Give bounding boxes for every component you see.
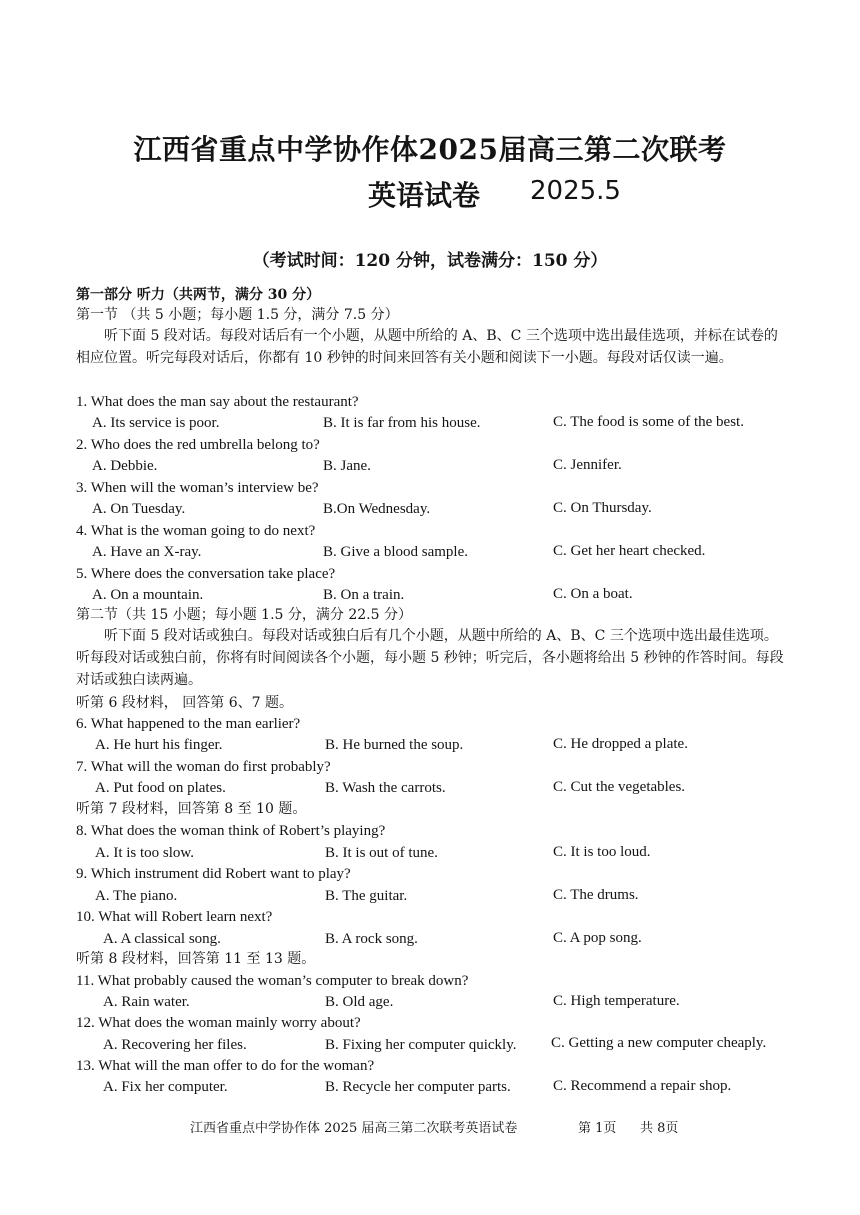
section1-heading: 第一节 （共 5 小题；每小题 1.5 分，满分 7.5 分）: [76, 307, 399, 323]
q9-option-c: C. The drums.: [553, 887, 639, 903]
question-1: 1. What does the man say about the restaurant?: [76, 394, 359, 410]
section1-instructions: 听下面 5 段对话。每段对话后有一个小题，从题中所给的 A、B、C 三个选项中选出最佳选项，并标在试卷的相应位置。听完每段对话后，你都有 10 秒钟的时间来回答有关小题和阅读下一小题。每段对话仅读一遍。: [76, 328, 778, 366]
question-8: 8. What does the woman think of Robert’s playing?: [76, 823, 386, 839]
q2-option-a: A. Debbie.: [92, 458, 158, 474]
q13-option-b: B. Recycle her computer parts.: [325, 1079, 511, 1095]
q3-option-c: C. On Thursday.: [553, 500, 652, 516]
q7-option-a: A. Put food on plates.: [95, 780, 226, 796]
q7-option-b: B. Wash the carrots.: [325, 780, 446, 796]
q5-option-a: A. On a mountain.: [92, 587, 204, 603]
q1-option-c: C. The food is some of the best.: [553, 414, 744, 430]
q12-option-b: B. Fixing her computer quickly.: [325, 1037, 517, 1053]
question-13: 13. What will the man offer to do for the woman?: [76, 1058, 375, 1074]
question-4: 4. What is the woman going to do next?: [76, 523, 316, 539]
q1-option-b: B. It is far from his house.: [323, 415, 481, 431]
q3-option-a: A. On Tuesday.: [92, 501, 186, 517]
q7-option-c: C. Cut the vegetables.: [553, 779, 686, 795]
q9-option-a: A. The piano.: [95, 888, 178, 904]
q13-option-c: C. Recommend a repair shop.: [553, 1078, 732, 1094]
question-3: 3. When will the woman’s interview be?: [76, 480, 319, 496]
q5-option-c: C. On a boat.: [553, 586, 633, 602]
q11-option-c: C. High temperature.: [553, 993, 680, 1009]
q6-option-b: B. He burned the soup.: [325, 737, 464, 753]
question-11: 11. What probably caused the woman’s computer to break down?: [76, 973, 469, 989]
q11-option-b: B. Old age.: [325, 994, 394, 1010]
question-12: 12. What does the woman mainly worry about?: [76, 1015, 361, 1031]
q11-option-a: A. Rain water.: [103, 994, 190, 1010]
q4-option-a: A. Have an X-ray.: [92, 544, 202, 560]
footer-total-pages: 共 8页: [640, 1121, 679, 1136]
part1-heading: 第一部分 听力（共两节，满分 30 分）: [76, 287, 321, 303]
q4-option-b: B. Give a blood sample.: [323, 544, 468, 560]
q5-option-b: B. On a train.: [323, 587, 405, 603]
q10-option-b: B. A rock song.: [325, 931, 418, 947]
q8-option-c: C. It is too loud.: [553, 844, 651, 860]
material-6-instruction: 听第 6 段材料， 回答第 6、7 题。: [76, 695, 293, 711]
q12-option-a: A. Recovering her files.: [103, 1037, 247, 1053]
question-6: 6. What happened to the man earlier?: [76, 716, 301, 732]
footer-exam-name: 江西省重点中学协作体 2025 届高三第二次联考英语试卷: [190, 1121, 518, 1136]
q1-option-a: A. Its service is poor.: [92, 415, 220, 431]
question-10: 10. What will Robert learn next?: [76, 909, 273, 925]
exam-subject: 英语试卷: [368, 179, 481, 212]
subtitle-row: [0, 174, 860, 214]
q10-option-c: C. A pop song.: [553, 930, 642, 946]
q6-option-c: C. He dropped a plate.: [553, 736, 688, 752]
question-7: 7. What will the woman do first probably?: [76, 759, 331, 775]
q6-option-a: A. He hurt his finger.: [95, 737, 223, 753]
q2-option-b: B. Jane.: [323, 458, 371, 474]
exam-title: 江西省重点中学协作体2025届高三第二次联考: [133, 133, 727, 166]
section2-instructions: 听下面 5 段对话或独白。每段对话或独白后有几个小题，从题中所给的 A、B、C 三个选项中选出最佳选项。听每段对话或独白前，你将有时间阅读各个小题，每小题 5 秒钟；听完后，各小题将给出 5 秒钟的作答时间。每段对话或独白读两遍。: [76, 628, 784, 688]
q4-option-c: C. Get her heart checked.: [553, 543, 706, 559]
footer-page-number: 第 1页: [578, 1121, 617, 1136]
q2-option-c: C. Jennifer.: [553, 457, 622, 473]
material-7-instruction: 听第 7 段材料，回答第 8 至 10 题。: [76, 801, 307, 817]
q12-option-c: C. Getting a new computer cheaply.: [551, 1035, 767, 1051]
q8-option-a: A. It is too slow.: [95, 845, 195, 861]
question-5: 5. Where does the conversation take place?: [76, 566, 336, 582]
q13-option-a: A. Fix her computer.: [103, 1079, 228, 1095]
exam-info: （考试时间：120 分钟，试卷满分：150 分）: [252, 251, 608, 271]
material-8-instruction: 听第 8 段材料，回答第 11 至 13 题。: [76, 951, 316, 967]
exam-date: 2025.5: [530, 176, 621, 206]
question-2: 2. Who does the red umbrella belong to?: [76, 437, 320, 453]
question-9: 9. Which instrument did Robert want to play?: [76, 866, 351, 882]
section2-heading: 第二节（共 15 小题；每小题 1.5 分，满分 22.5 分）: [76, 607, 412, 623]
q9-option-b: B. The guitar.: [325, 888, 408, 904]
q10-option-a: A. A classical song.: [103, 931, 221, 947]
q8-option-b: B. It is out of tune.: [325, 845, 438, 861]
q3-option-b: B.On Wednesday.: [323, 501, 431, 517]
